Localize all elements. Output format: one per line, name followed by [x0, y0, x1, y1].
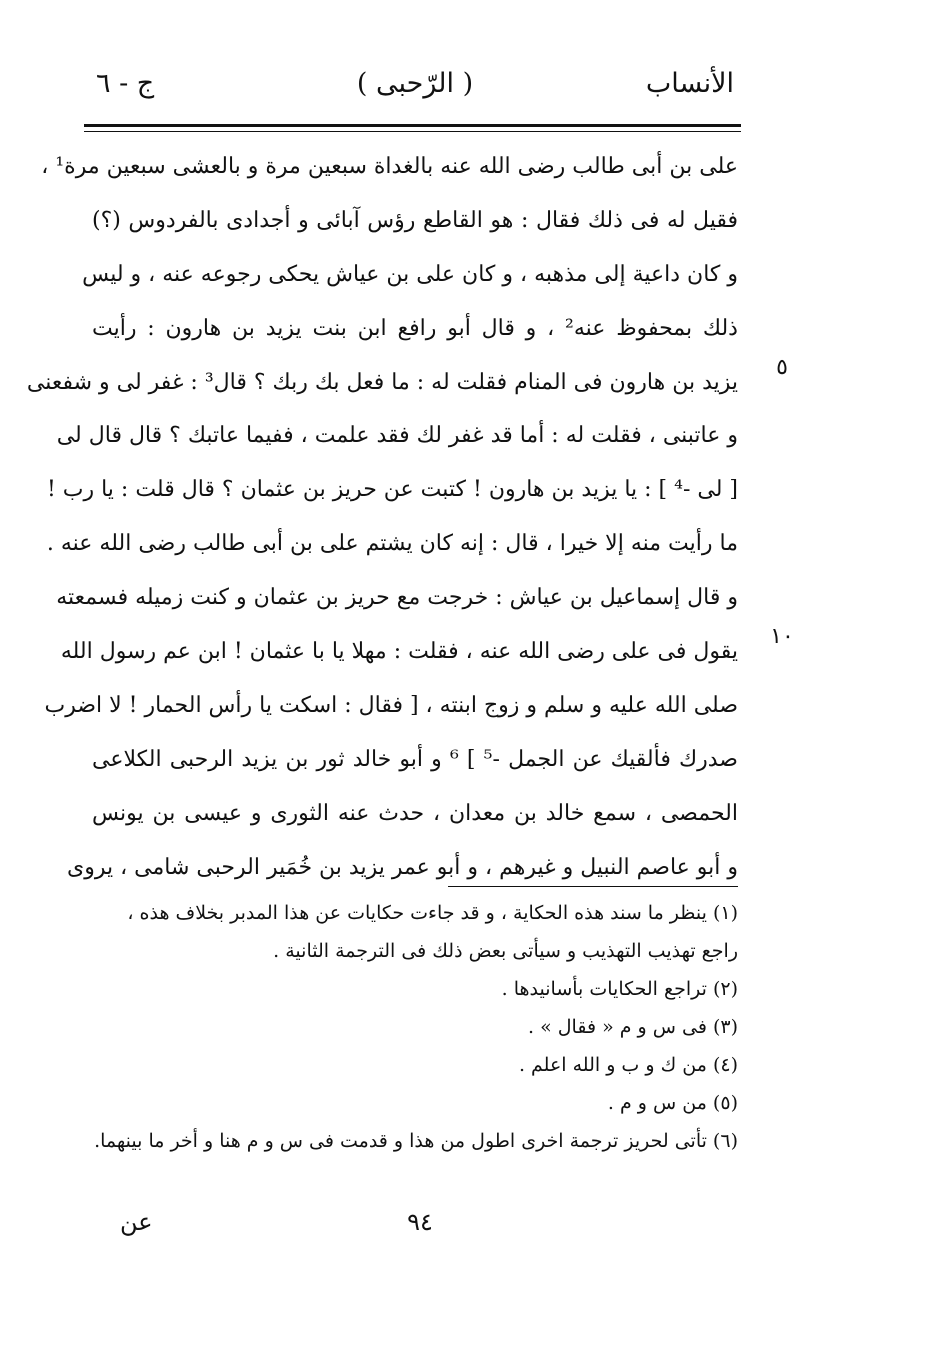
footnote-line: (٦) تأتی لحریز ترجمة اخری اطول من هذا و قدمت فی س و م هنا و أخر ما بینهما.	[94, 1130, 738, 1152]
footnote-separator	[448, 886, 738, 887]
text-line: یزید بن هارون فی المنام فقلت له : ما فعل بك ربك ؟ قال³ : غفر لی و شفعنی	[26, 369, 738, 395]
line-number-5: ٥	[776, 355, 788, 380]
line-number-10: ١٠	[770, 624, 794, 649]
text-line: ذلك بمحفوظ عنه² ، و قال أبو رافع ابن بنت یزید بن هارون : رأیت	[92, 315, 738, 341]
header-rule-thin	[84, 131, 741, 132]
main-text	[26, 140, 738, 894]
page-number: ٩٤	[407, 1208, 433, 1236]
text-line: و قال إسماعیل بن عیاش : خرجت مع حریز بن عثمان و كنت زمیله فسمعته	[56, 585, 738, 611]
text-line: و عاتبنی ، فقلت له : أما قد غفر لك فقد علمت ، ففیما عاتبك ؟ قال قال لی	[56, 423, 738, 449]
header-rule-thick	[84, 124, 741, 127]
text-line: فقیل له فی ذلك فقال : هو القاطع رؤس آبائی و أجدادی بالفردوس (؟)	[92, 207, 738, 233]
running-header	[90, 62, 740, 112]
text-line: ما رأیت منه إلا خیرا ، قال : إنه كان یشتم علی بن أبی طالب رضی الله عنه .	[46, 531, 738, 557]
text-line: و أبو عاصم النبیل و غیرهم ، و أبو عمر یزید بن خُمَیر الرحبی شامی ، یروی	[66, 854, 738, 880]
header-section-title: ( الرّحبی )	[356, 68, 474, 99]
text-line: علی بن أبی طالب رضی الله عنه بالغداة سبعین مرة و بالعشی سبعین مرة¹ ،	[41, 154, 738, 179]
footnotes	[92, 894, 738, 1160]
header-book-title: الأنساب	[645, 68, 734, 99]
footnote-line: (٢) تراجع الحكایات بأسانیدها .	[501, 978, 738, 1000]
text-line: الحمصی ، سمع خالد بن معدان ، حدث عنه الثوری و عیسی بن یونس	[92, 800, 738, 826]
footnote-line: راجع تهذیب التهذیب و سیأتی بعض ذلك فی الترجمة الثانیة .	[273, 940, 738, 962]
footnote-line: (١) ینظر ما سند هذه الحكایة ، و قد جاءت حكایات عن هذا المدبر بخلاف هذه ،	[127, 902, 738, 924]
text-line: صدرك فألقیك عن الجمل -⁵ ] ⁶ و أبو خالد ثور بن یزید الرحبی الكلاعی	[92, 746, 738, 772]
header-volume: ج - ٦	[96, 68, 155, 99]
footnote-line: (٣) فی س و م « فقال » .	[528, 1016, 738, 1038]
text-line: و كان داعیة إلی مذهبه ، و كان علی بن عیاش یحكی رجوعه عنه ، و لیس	[82, 261, 738, 287]
text-line: یقول فی علی رضی الله عنه ، فقلت : مهلا یا با عثمان ! ابن عم رسول الله	[60, 639, 738, 665]
text-line: [ لی -⁴ ] : یا یزید بن هارون ! كتبت عن حریز بن عثمان ؟ قال قلت : یا رب !	[46, 477, 738, 503]
footnote-line: (٤) من ك و ب و الله اعلم .	[518, 1054, 738, 1076]
catchword: عن	[120, 1208, 153, 1236]
footnote-line: (٥) من س و م .	[607, 1092, 738, 1114]
text-line: صلی الله علیه و سلم و زوج ابنته ، [ فقال : اسكت یا رأس الحمار ! لا اضرب	[44, 692, 738, 718]
